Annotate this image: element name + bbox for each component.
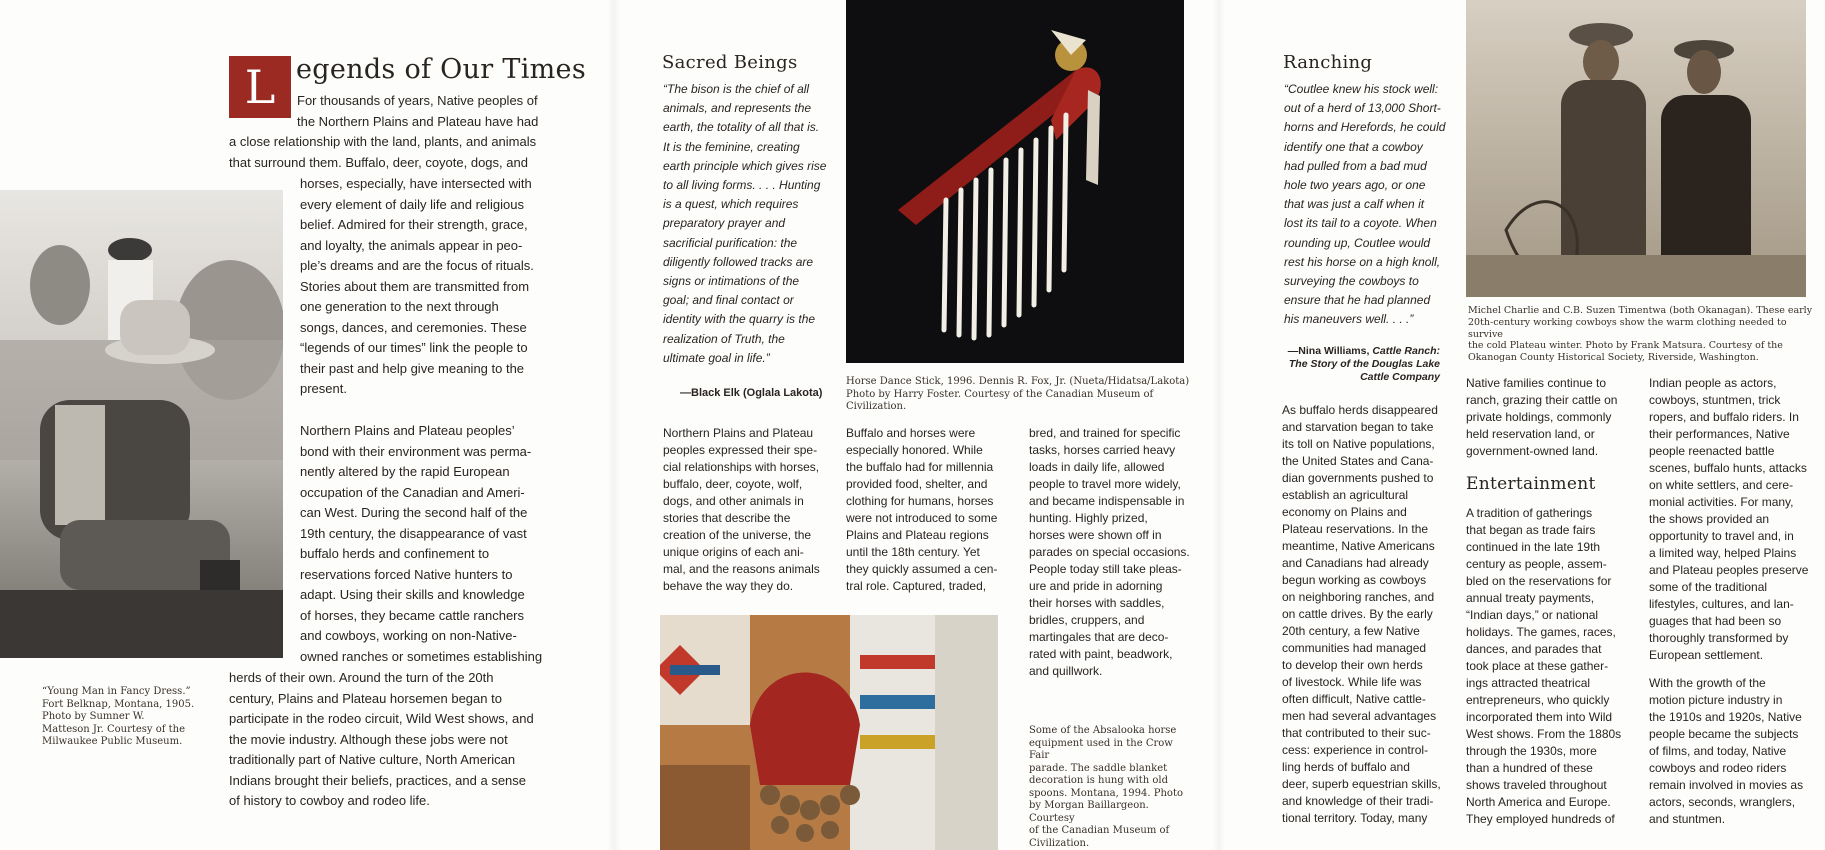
- para2-narrow: Northern Plains and Plateau peoples’ bond with their environment was perma- nently altered by the rapid European occupation of the Canadian and Ameri- can West. During the second half of the 19th century, the disappearance of vast buffalo herds and confinement to reservations forced Native hunters to adapt. Using their skills and knowledge of horses, they became cattle ranchers and cowboys, working on non-Native- owned ranches or sometimes establishing: [300, 423, 543, 664]
- sacred-col-1: Northern Plains and Plateau peoples expressed their spe- cial relationships with horses, buffalo, deer, coyote, wolf, dogs, and other animals in stories that describe the creation of the universe, the unique origins of each ani- mal, and the reasons animals behave the way they do.: [663, 426, 820, 593]
- entertainment-heading: Entertainment: [1466, 474, 1596, 494]
- intro-lines: For thousands of years, Native peoples of the Northern Plains and Plateau have had: [297, 93, 539, 129]
- page-title: egends of Our Times: [296, 54, 586, 85]
- entertainment-col-1: A tradition of gatherings that began as trade fairs continued in the late 19th century as people, assem- bled on the reservations for annual treaty payments, “Indian days,” or national holidays. The games, races, dances, and parades that took place at these gather- ings attracted theatrical entrepreneurs, who quickly incorporated them into Wild West shows. From the 1880s through the 1930s, more than a hundred of these shows traveled throughout North America and Europe. They employed hundreds of: [1466, 506, 1622, 826]
- black-elk-quote: “The bison is the chief of all animals, and represents the earth, the totality of all that is. It is the feminine, creating earth principle which gives rise to all living forms. . . . Hunting is a quest, which requires preparatory prayer and sacrificial purification: the diligently followed tracks are signs or intimations of the goal; and final contact or identity with the quarry is the realization of Truth, the ultimate goal in life.”: [663, 82, 827, 365]
- equipment-caption: Some of the Absalooka horse equipment used in the Crow Fair parade. The saddle blanket decoration is hung with old spoons. Montana, 1994. Photo by Morgan Baillargeon. Courtesy of the Canadian Museum of Civilization.: [1029, 725, 1183, 849]
- williams-attribution: [1285, 345, 1440, 384]
- para2-wide: herds of their own. Around the turn of the 20th century, Plains and Plateau horsemen began to participate in the rodeo circuit, Wild West shows, and the movie industry. Although these jobs were not traditionally part of Native culture, North American Indians brought their beliefs, practices, and a sense of history to cowboy and rodeo life.: [229, 670, 534, 808]
- horse-equipment-photo: [660, 615, 998, 850]
- horse-stick-caption: Horse Dance Stick, 1996. Dennis R. Fox, Jr. (Nueta/Hidatsa/Lakota) Photo by Harry Foster. Courtesy of the Canadian Museum of Civilization.: [846, 376, 1190, 412]
- entertainment-col-2: Indian people as actors, cowboys, stuntmen, trick ropers, and buffalo riders. In their performances, Native people reenacted battle scenes, buffalo hunts, attacks on white settlers, and cere- monial activities. For many, the shows provided an opportunity to travel and, in a limited way, helped Plains and Plateau peoples preserve some of the traditional lifestyles, cultures, and lan- guages that had been so thoroughly transformed by European settlement.: [1649, 376, 1809, 662]
- fold-shadow-2: [1213, 0, 1225, 850]
- sacred-beings-heading: Sacred Beings: [662, 52, 798, 73]
- black-elk-attribution: —Black Elk (Oglala Lakota): [680, 387, 823, 399]
- young-man-photo: [0, 190, 283, 658]
- sacred-col-2: Buffalo and horses were especially honored. While the buffalo had for millennia provided food, shelter, and clothing for humans, horses were not introduced to some Plains and Plateau regions until the 18th century. Yet they quickly assumed a cen- tral role. Captured, traded,: [846, 426, 998, 593]
- drop-cap: L: [229, 56, 291, 118]
- ranching-col-2a: Native families continue to ranch, grazing their cattle on private holdings, commonly held reservation land, or government-owned land.: [1466, 376, 1618, 458]
- sacred-col-3: bred, and trained for specific tasks, horses carried heavy loads in daily life, allowed people to travel more widely, and became indispensable in hunting. Highly prized, horses were shown off in parades on special occasions. People today still take pleas- ure and pride in adorning their horses with saddles, bridles, cruppers, and martingales that are deco- rated with paint, beadwork, and quillwork.: [1029, 426, 1190, 678]
- intro-wide: a close relationship with the land, plants, and animals that surround them. Buffalo, deer, coyote, dogs, and: [229, 134, 537, 170]
- williams-name: —Nina Williams,: [1287, 345, 1373, 357]
- williams-book: Cattle Ranch: The Story of the Douglas Lake Cattle Company: [1288, 345, 1440, 383]
- ranching-col-1: As buffalo herds disappeared and starvation began to take its toll on Native populations, the United States and Cana- dian governments pushed to establish an agricultural economy on Plains and Plateau reservations. In the meantime, Native Americans and Canadians had already begun working as cowboys on neighboring ranches, and on cattle drives. By the early 20th century, a few Native communities had managed to develop their own herds of livestock. While life was often difficult, Native cattle- men had several advantages that contributed to their suc- cess: experience in control- ling herds of buffalo and deer, superb equestrian skills, and knowledge of their tradi- tional territory. Today, many: [1282, 403, 1441, 825]
- williams-quote: “Coutlee knew his stock well: out of a herd of 13,000 Short- horns and Herefords, he could identify one that a cowboy had pulled from a bad mud hole two years ago, or one that was just a calf when it lost its tail to a coyote. When rounding up, Coutlee would rest his horse on a high knoll, surveying the cowboys to ensure that he had planned his maneuvers well. . . .”: [1284, 82, 1446, 327]
- fold-shadow-1: [608, 0, 620, 850]
- intro-narrow: horses, especially, have intersected with every element of daily life and religious belief. Admired for their strength, grace, and loyalty, the animals appear in peo- ple’s dreams and are the focus of rituals. Stories about them are transmitted from one generation to the next through songs, dances, and ceremonies. These “legends of our times” link the people to their past and help give meaning to the present.: [300, 176, 534, 396]
- cowboys-caption: Michel Charlie and C.B. Suzen Timentwa (both Okanagan). These early 20th-century working cowboys show the warm clothing needed to survive the cold Plateau winter. Photo by Frank Matsura. Courtesy of the Okanogan County Historical Society, Riverside, Washington.: [1468, 305, 1813, 364]
- entertainment-col-3: With the growth of the motion picture industry in the 1910s and 1920s, Native people became the subjects of films, and today, Native cowboys and rodeo riders remain involved in movies as actors, seconds, wranglers, and stuntmen.: [1649, 676, 1804, 826]
- cowboys-photo: [1466, 0, 1806, 297]
- ranching-heading: Ranching: [1283, 52, 1373, 73]
- horse-dance-stick-photo: [846, 0, 1184, 363]
- young-man-caption: “Young Man in Fancy Dress.” Fort Belknap, Montana, 1905. Photo by Sumner W. Matteson Jr. Courtesy of the Milwaukee Public Museum.: [42, 686, 195, 747]
